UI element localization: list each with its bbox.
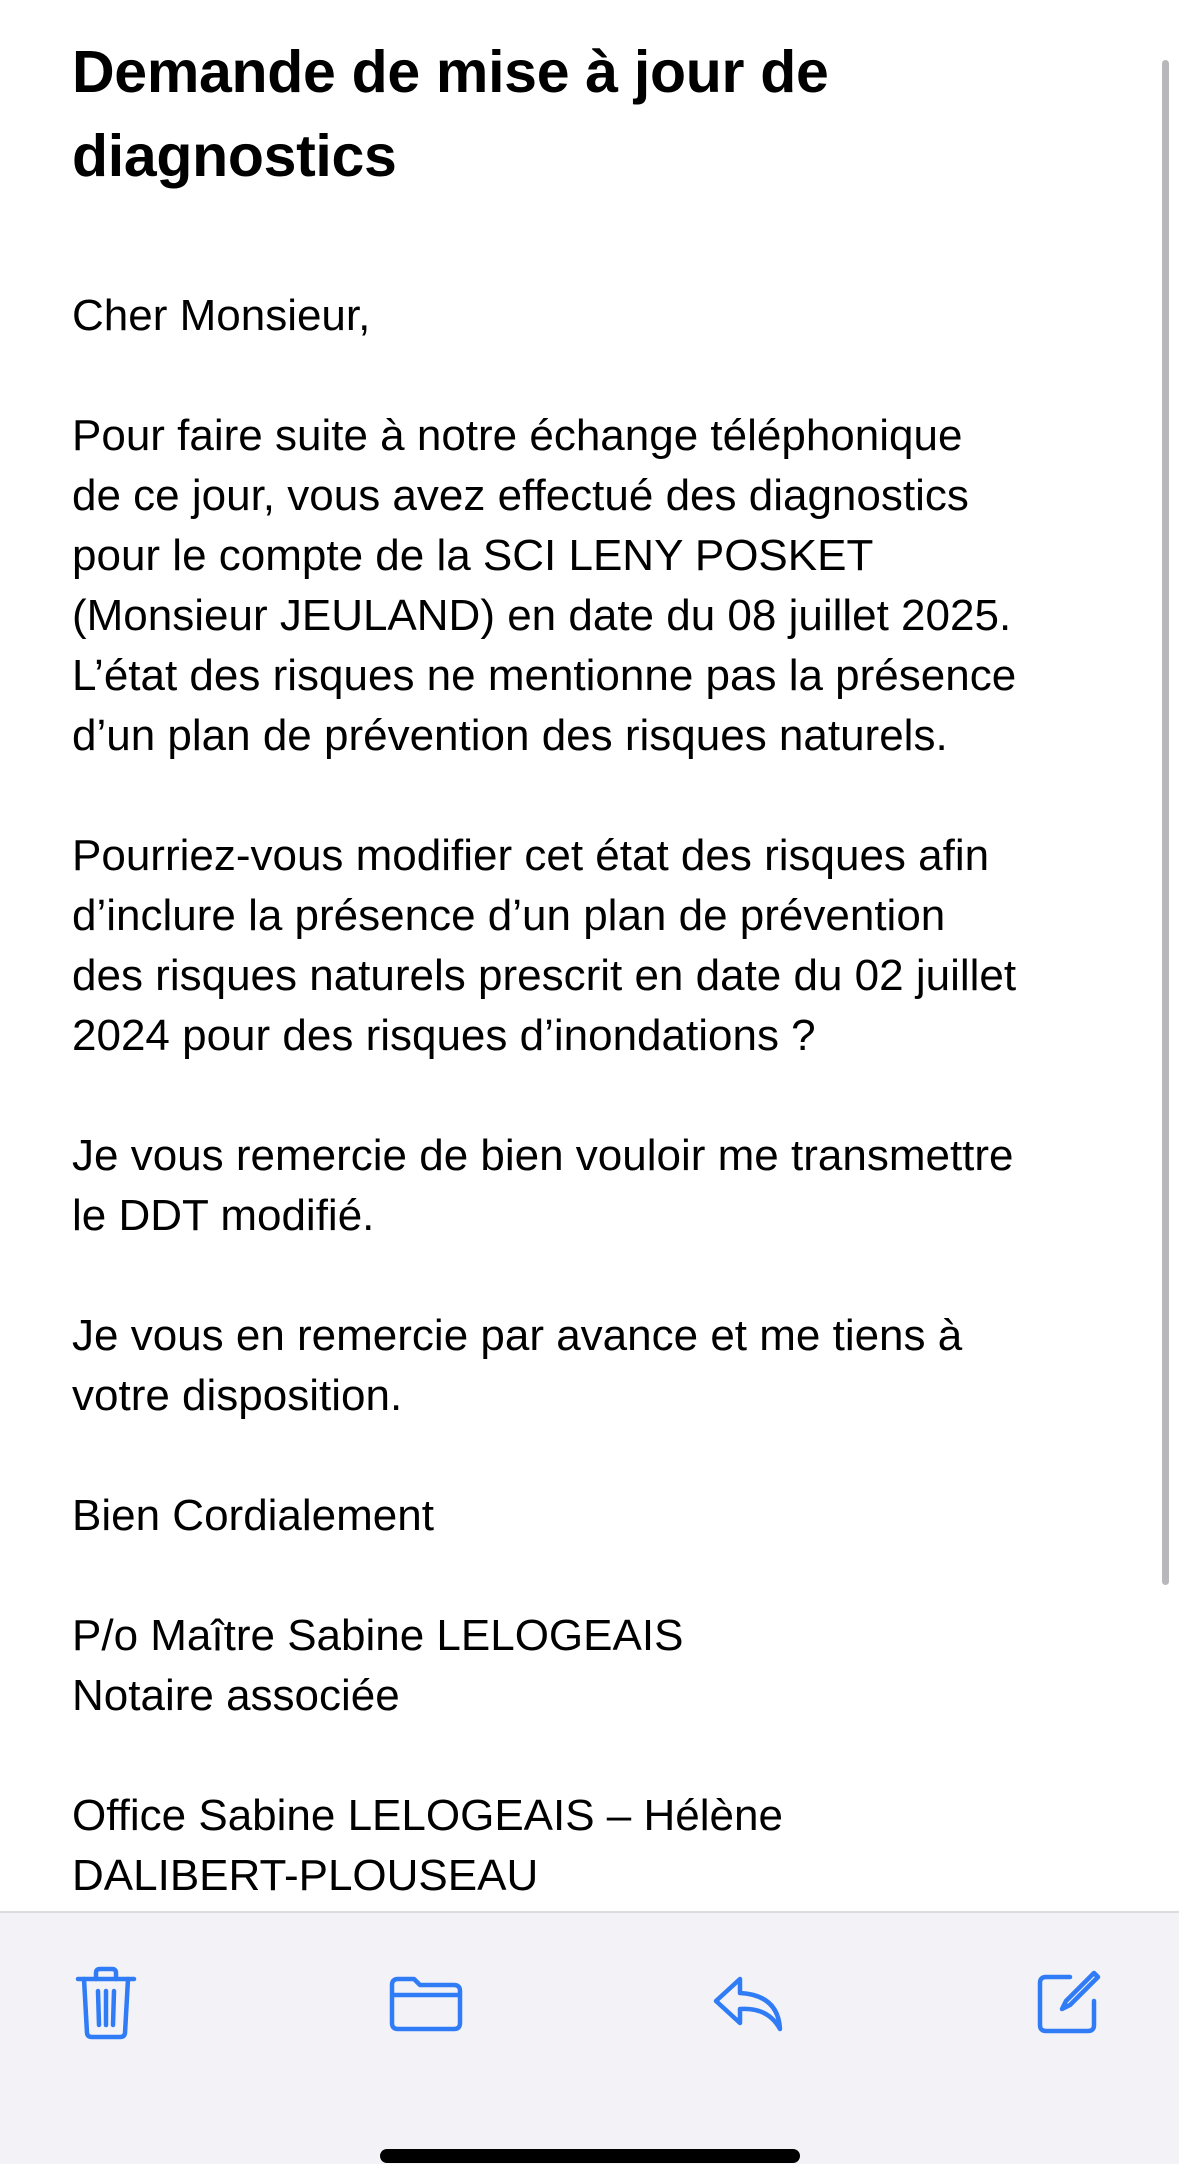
paragraph-line: votre disposition. <box>72 1371 403 1420</box>
paragraph-line: Je vous en remercie par avance et me tiens à <box>72 1311 963 1360</box>
email-closing <box>72 1486 1112 1546</box>
trash-icon <box>74 1965 138 2041</box>
paragraph-line: pour le compte de la SCI LENY POSKET <box>72 531 874 580</box>
vertical-scrollbar[interactable] <box>1162 60 1169 1585</box>
paragraph-line: le DDT modifié. <box>72 1191 375 1240</box>
greeting-text: Cher Monsieur, <box>72 291 371 340</box>
email-greeting <box>72 286 1112 346</box>
paragraph-line: Pour faire suite à notre échange téléphonique <box>72 411 963 460</box>
email-paragraph-4 <box>72 1306 1112 1426</box>
paragraph-line: d’un plan de prévention des risques naturels. <box>72 711 948 760</box>
office-line: DALIBERT-PLOUSEAU <box>72 1851 539 1900</box>
email-body <box>72 30 1112 1966</box>
paragraph-line: des risques naturels prescrit en date du 02 juillet <box>72 951 1017 1000</box>
reply-icon <box>710 1973 786 2033</box>
paragraph-line: 2024 pour des risques d’inondations ? <box>72 1011 816 1060</box>
email-office <box>72 1786 1112 1906</box>
paragraph-line: de ce jour, vous avez effectué des diagnostics <box>72 471 969 520</box>
delete-button[interactable] <box>58 1955 154 2051</box>
paragraph-line: (Monsieur JEULAND) en date du 08 juillet 2025. <box>72 591 1012 640</box>
paragraph-line: Je vous remercie de bien vouloir me transmettre <box>72 1131 1014 1180</box>
email-paragraph-2 <box>72 826 1112 1066</box>
email-content <box>72 286 1112 1906</box>
folder-icon <box>388 1973 464 2033</box>
closing-text: Bien Cordialement <box>72 1491 434 1540</box>
home-indicator[interactable] <box>380 2149 800 2163</box>
reply-button[interactable] <box>700 1955 796 2051</box>
email-paragraph-1 <box>72 406 1112 766</box>
email-paragraph-3 <box>72 1126 1112 1246</box>
compose-icon <box>1034 1969 1102 2037</box>
bottom-toolbar <box>0 1911 1179 2164</box>
paragraph-line: Pourriez-vous modifier cet état des risques afin <box>72 831 990 880</box>
signature-line: P/o Maître Sabine LELOGEAIS <box>72 1611 684 1660</box>
compose-button[interactable] <box>1020 1955 1116 2051</box>
move-to-folder-button[interactable] <box>378 1955 474 2051</box>
office-line: Office Sabine LELOGEAIS – Hélène <box>72 1791 783 1840</box>
email-subject: Demande de mise à jour de diagnostics <box>72 39 829 189</box>
email-signature <box>72 1606 1112 1726</box>
paragraph-line: L’état des risques ne mentionne pas la présence <box>72 651 1017 700</box>
signature-line: Notaire associée <box>72 1671 400 1720</box>
paragraph-line: d’inclure la présence d’un plan de prévention <box>72 891 946 940</box>
